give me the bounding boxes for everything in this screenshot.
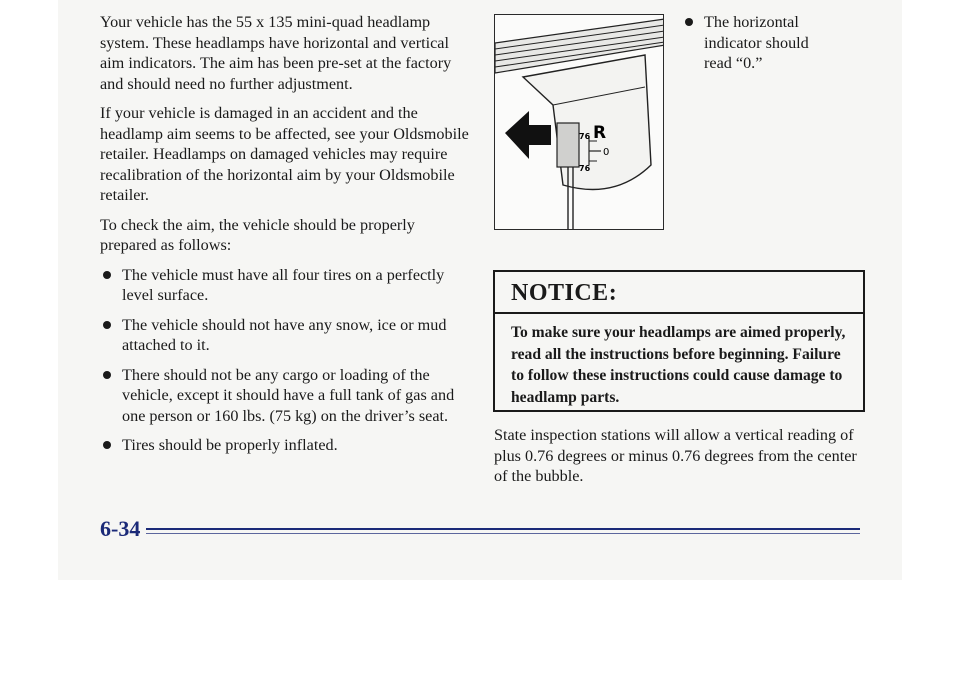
preparation-paragraph: To check the aim, the vehicle should be properly prepared as follows:	[100, 215, 415, 254]
indicator-letter: R	[593, 123, 607, 143]
footer-rule-thin	[146, 533, 860, 534]
list-item: The vehicle must have all four tires on a perfectly level surface.	[100, 265, 470, 306]
inspection-paragraph: State inspection stations will allow a vertical reading of plus 0.76 degrees or minus 0.76 degrees from the center of the bubble.	[494, 426, 857, 485]
list-item: Tires should be properly inflated.	[100, 435, 470, 456]
notice-heading: NOTICE:	[495, 272, 863, 314]
notice-box	[493, 270, 865, 412]
scale-top-label: 76	[579, 132, 591, 141]
scale-mid-label: 0	[603, 147, 610, 158]
footer-rule-thick	[146, 528, 860, 530]
list-item: The vehicle should not have any snow, ice or mud attached to it.	[100, 315, 470, 356]
preparation-list	[100, 265, 470, 456]
bullet-dot-icon	[685, 18, 693, 26]
indicator-bullet-text: The horizontal indicator should read “0.”	[704, 13, 809, 72]
list-item: There should not be any cargo or loading of the vehicle, except it should have a full tank of gas and one person or 160 lbs. (75 kg) on the driver’s seat.	[100, 365, 470, 427]
scale-bottom-label: 76	[579, 164, 591, 173]
indicator-bullet	[682, 12, 832, 74]
intro-paragraph: Your vehicle has the 55 x 135 mini-quad headlamp system. These headlamps have horizontal and vertical aim indicators. The aim has been pre-set at the factory and should need no further adjustment.	[100, 13, 452, 93]
notice-body: To make sure your headlamps are aimed properly, read all the instructions before beginning. Failure to follow these instructions could cause damage to headlamp parts.	[511, 324, 846, 406]
indicator-mount	[557, 123, 579, 167]
page-number: 6-34	[100, 516, 141, 541]
pointer-arrow-icon	[505, 111, 551, 159]
damage-paragraph: If your vehicle is damaged in an accident and the headlamp aim seems to be affected, see your Oldsmobile retailer. Headlamps on damaged vehicles may require recalibration of the horizontal aim by your Oldsmobile retailer.	[100, 104, 469, 204]
left-column	[100, 12, 470, 465]
headlamp-aim-indicator-illustration	[494, 14, 664, 230]
headlamp-illustration-svg	[495, 15, 664, 230]
